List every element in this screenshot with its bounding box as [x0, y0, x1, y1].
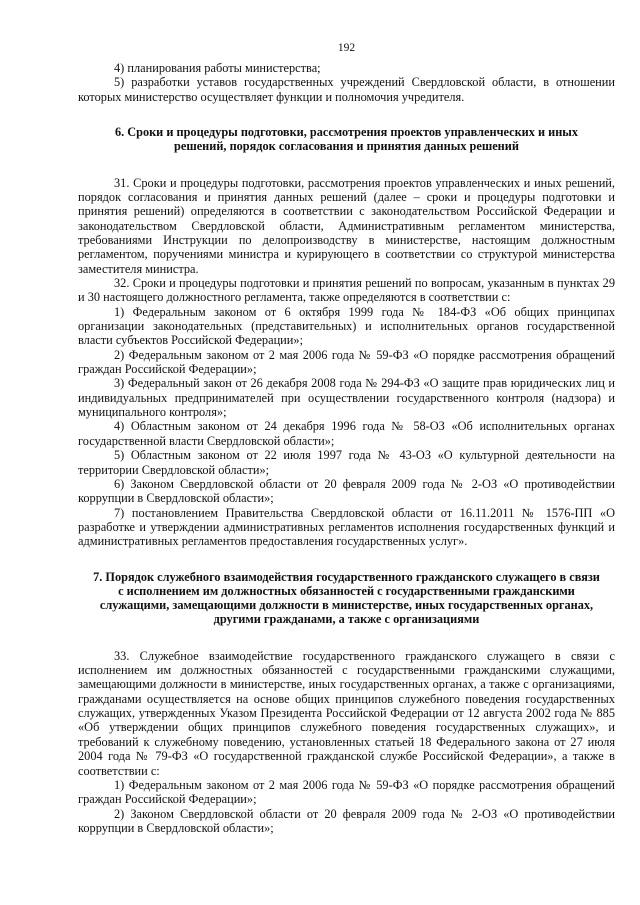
- paragraph-31: 31. Сроки и процедуры подготовки, рассмотрения проектов управленческих и иных решений, порядок согласования и принятия данных решений (далее – сроки и процедуры подготовки и принятия решений) определяются в соответствии с законодательством Российской Федерации и законодательством Свердловской области, Административным регламентом министерства, требованиями Инструкции по делопроизводству в министерстве, настоящим должностным регламентом, поручениями министра и курирующего в соответствии со структурой министерства заместителя министра.: [78, 175, 615, 276]
- list-item: 4) Областным законом от 24 декабря 1996 года № 58-ОЗ «Об исполнительных органах государственной власти Свердловской области»;: [78, 419, 615, 448]
- section-7-heading: 7. Порядок служебного взаимодействия государственного гражданского служащего в связи с исполнением им должностных обязанностей с государственными гражданскими служащими, замещающими должности в министерстве, иных государственных органах, другими гражданами, а также с организациями: [93, 569, 600, 627]
- list-item: 1) Федеральным законом от 6 октября 1999 года № 184-ФЗ «Об общих принципах организации законодательных (представительных) и исполнительных органов государственной власти субъектов Российской Федерации»;: [78, 304, 615, 348]
- page-content: [78, 61, 615, 835]
- list-item: 5) разработки уставов государственных учреждений Свердловской области, в отношении которых министерство осуществляет функции и полномочия учредителя.: [78, 75, 615, 104]
- list-item: 2) Федеральным законом от 2 мая 2006 года № 59-ФЗ «О порядке рассмотрения обращений граждан Российской Федерации»;: [78, 347, 615, 377]
- section-6-heading: 6. Сроки и процедуры подготовки, рассмотрения проектов управленческих и иных решений, порядок согласования и принятия данных решений: [114, 125, 579, 154]
- list-item: 6) Законом Свердловской области от 20 февраля 2009 года № 2-ОЗ «О противодействии коррупции в Свердловской области»;: [78, 476, 615, 506]
- page-number: 192: [337, 42, 356, 54]
- list-item: 2) Законом Свердловской области от 20 февраля 2009 года № 2-ОЗ «О противодействии коррупции в Свердловской области»;: [78, 806, 615, 835]
- list-item: 3) Федеральный закон от 26 декабря 2008 года № 294-ФЗ «О защите прав юридических лиц и индивидуальных предпринимателей при осуществлении государственного контроля (надзора) и муниципального контроля»;: [78, 376, 615, 420]
- list-item: 4) планирования работы министерства;: [114, 61, 321, 75]
- paragraph-32: 32. Сроки и процедуры подготовки и принятия решений по вопросам, указанным в пунктах 29 и 30 настоящего должностного регламента, также определяются в соответствии с:: [78, 276, 615, 305]
- list-item: 7) постановлением Правительства Свердловской области от 16.11.2011 № 1576-ПП «О разработке и утверждении административных регламентов исполнения государственных функций и административных регламентов предоставления государственных услуг».: [78, 505, 615, 549]
- paragraph-33: 33. Служебное взаимодействие государственного гражданского служащего в связи с исполнением им должностных обязанностей с государственными гражданскими служащими, замещающими должности в министерстве, иных государственных органах, а также с организациями, гражданами осуществляется на основе общих принципов служебного поведения государственных служащих, утвержденных Указом Президента Российской Федерации от 12 августа 2002 года № 885 «Об утверждении общих принципов служебного поведения государственных служащих», и требований к служебному поведению, установленных статьей 18 Федерального закона от 27 июля 2004 года № 79-ФЗ «О государственной гражданской службе Российской Федерации», а также в соответствии с:: [78, 648, 615, 778]
- list-item: 5) Областным законом от 22 июля 1997 года № 43-ОЗ «О культурной деятельности на территории Свердловской области»;: [78, 448, 615, 477]
- list-item: 1) Федеральным законом от 2 мая 2006 года № 59-ФЗ «О порядке рассмотрения обращений граждан Российской Федерации»;: [78, 777, 615, 807]
